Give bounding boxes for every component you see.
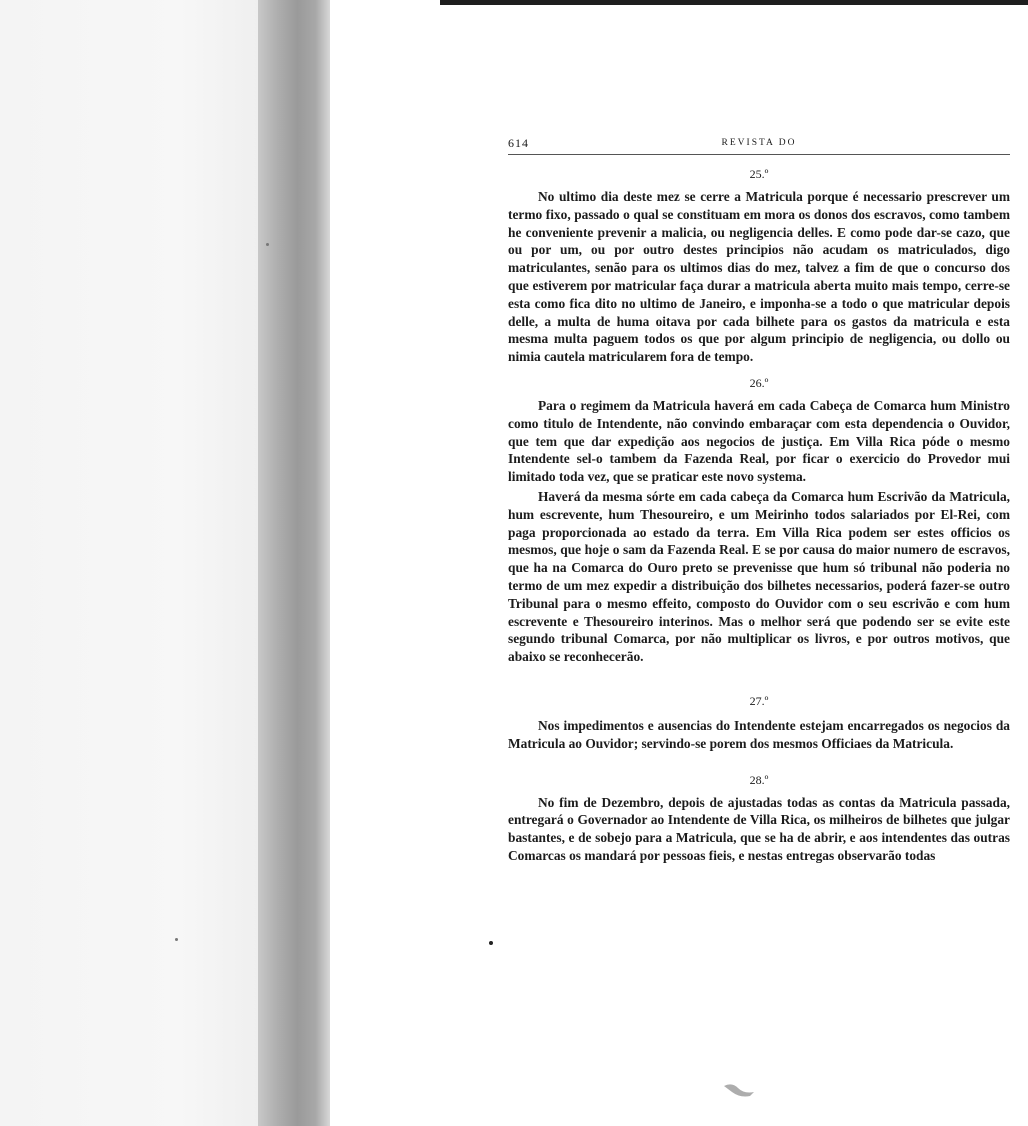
scan-speck xyxy=(266,243,269,246)
running-title: REVISTA DO xyxy=(721,138,797,148)
section-number: 28.º xyxy=(749,772,769,787)
ink-smudge xyxy=(720,1080,760,1100)
book-spine-shadow xyxy=(258,0,330,1126)
document-page xyxy=(508,130,1010,1110)
paragraph: No fim de Dezembro, depois de ajustadas todas as contas da Matricula passada, entregará o Governador ao Intendente de Villa Rica, os milheiros de bilhetes que julgar bastantes, e de sobejo para a Matricula, que se ha de abrir, e aos intendentes das outras Comarcas os mandará por pessoas fieis, e nestas entregas observarão todas xyxy=(508,794,1010,863)
paragraph: Nos impedimentos e ausencias do Intendente estejam encarregados os negocios da Matricula ao Ouvidor; servindo-se porem dos mesmos Officiaes da Matricula. xyxy=(508,717,1010,751)
section-number: 25.º xyxy=(749,167,769,181)
page-header xyxy=(508,130,1010,155)
left-page-margin xyxy=(0,0,258,1126)
section-number: 27.º xyxy=(749,693,769,708)
paragraph: Haverá da mesma sórte em cada cabeça da Comarca hum Escrivão da Matricula, hum escrevente, hum Thesoureiro, e um Meirinho todos salariados por El-Rei, com paga proporcionada ao estado da terra. Em Villa Rica podem ser estes officios os mesmos, que hoje o sam da Fazenda Real. E se por causa do maior numero de escravos, que ha na Comarca do Ouro preto se prevenisse que hum só tribunal não poderia no termo de um mez expedir a distribuição dos bilhetes necessarios, poderá fazer-se outro Tribunal para o mesmo effeito, composto do Ouvidor com o seu escrivão e com hum escrevente e Thesoureiro interinos. Mas o melhor será que podendo ser se evite este segundo tribunal Comarca, por não multiplicar os livros, e por outros motivos, que abaixo se reconhecerão. xyxy=(508,488,1010,665)
paragraph: Para o regimem da Matricula haverá em cada Cabeça de Comarca hum Ministro como titulo de Intendente, não convindo embaraçar com esta dependencia o Ouvidor, que tem que dar expedição aos negocios de justiça. Em Villa Rica póde o mesmo Intendente sel-o tambem da Fazenda Real, por ficar o exercicio do Provedor mui limitado toda vez, que se praticar este novo systema. xyxy=(508,397,1010,485)
scan-speck xyxy=(175,938,178,941)
top-edge-strip xyxy=(440,0,1028,5)
margin-mark xyxy=(489,941,493,945)
section-number: 26.º xyxy=(749,375,769,390)
paragraph: No ultimo dia deste mez se cerre a Matricula porque é necessario prescrever um termo fixo, passado o qual se constituam em mora os donos dos escravos, como tambem he conveniente prevenir a malicia, ou negligencia delles. E como pode dar-se cazo, que ou por um, ou por outro destes principios não acudam os matriculados, digo matriculantes, senão para os ultimos dias do mez, talvez a fim de que o concurso dos que estiverem por matricular faça durar a matricula aberta muito mais tempo, cerre-se esta como fica dito no ultimo de Janeiro, e imponha-se a todo o que matricular depois delle, a multa de huma oitava por cada bilhete para os gastos da matricula e esta mesma multa paguem todos os que por algum principio de negligencia, ou dollo ou nimia cautela matricularem fora de tempo. xyxy=(508,189,1010,365)
page-number: 614 xyxy=(508,136,529,150)
